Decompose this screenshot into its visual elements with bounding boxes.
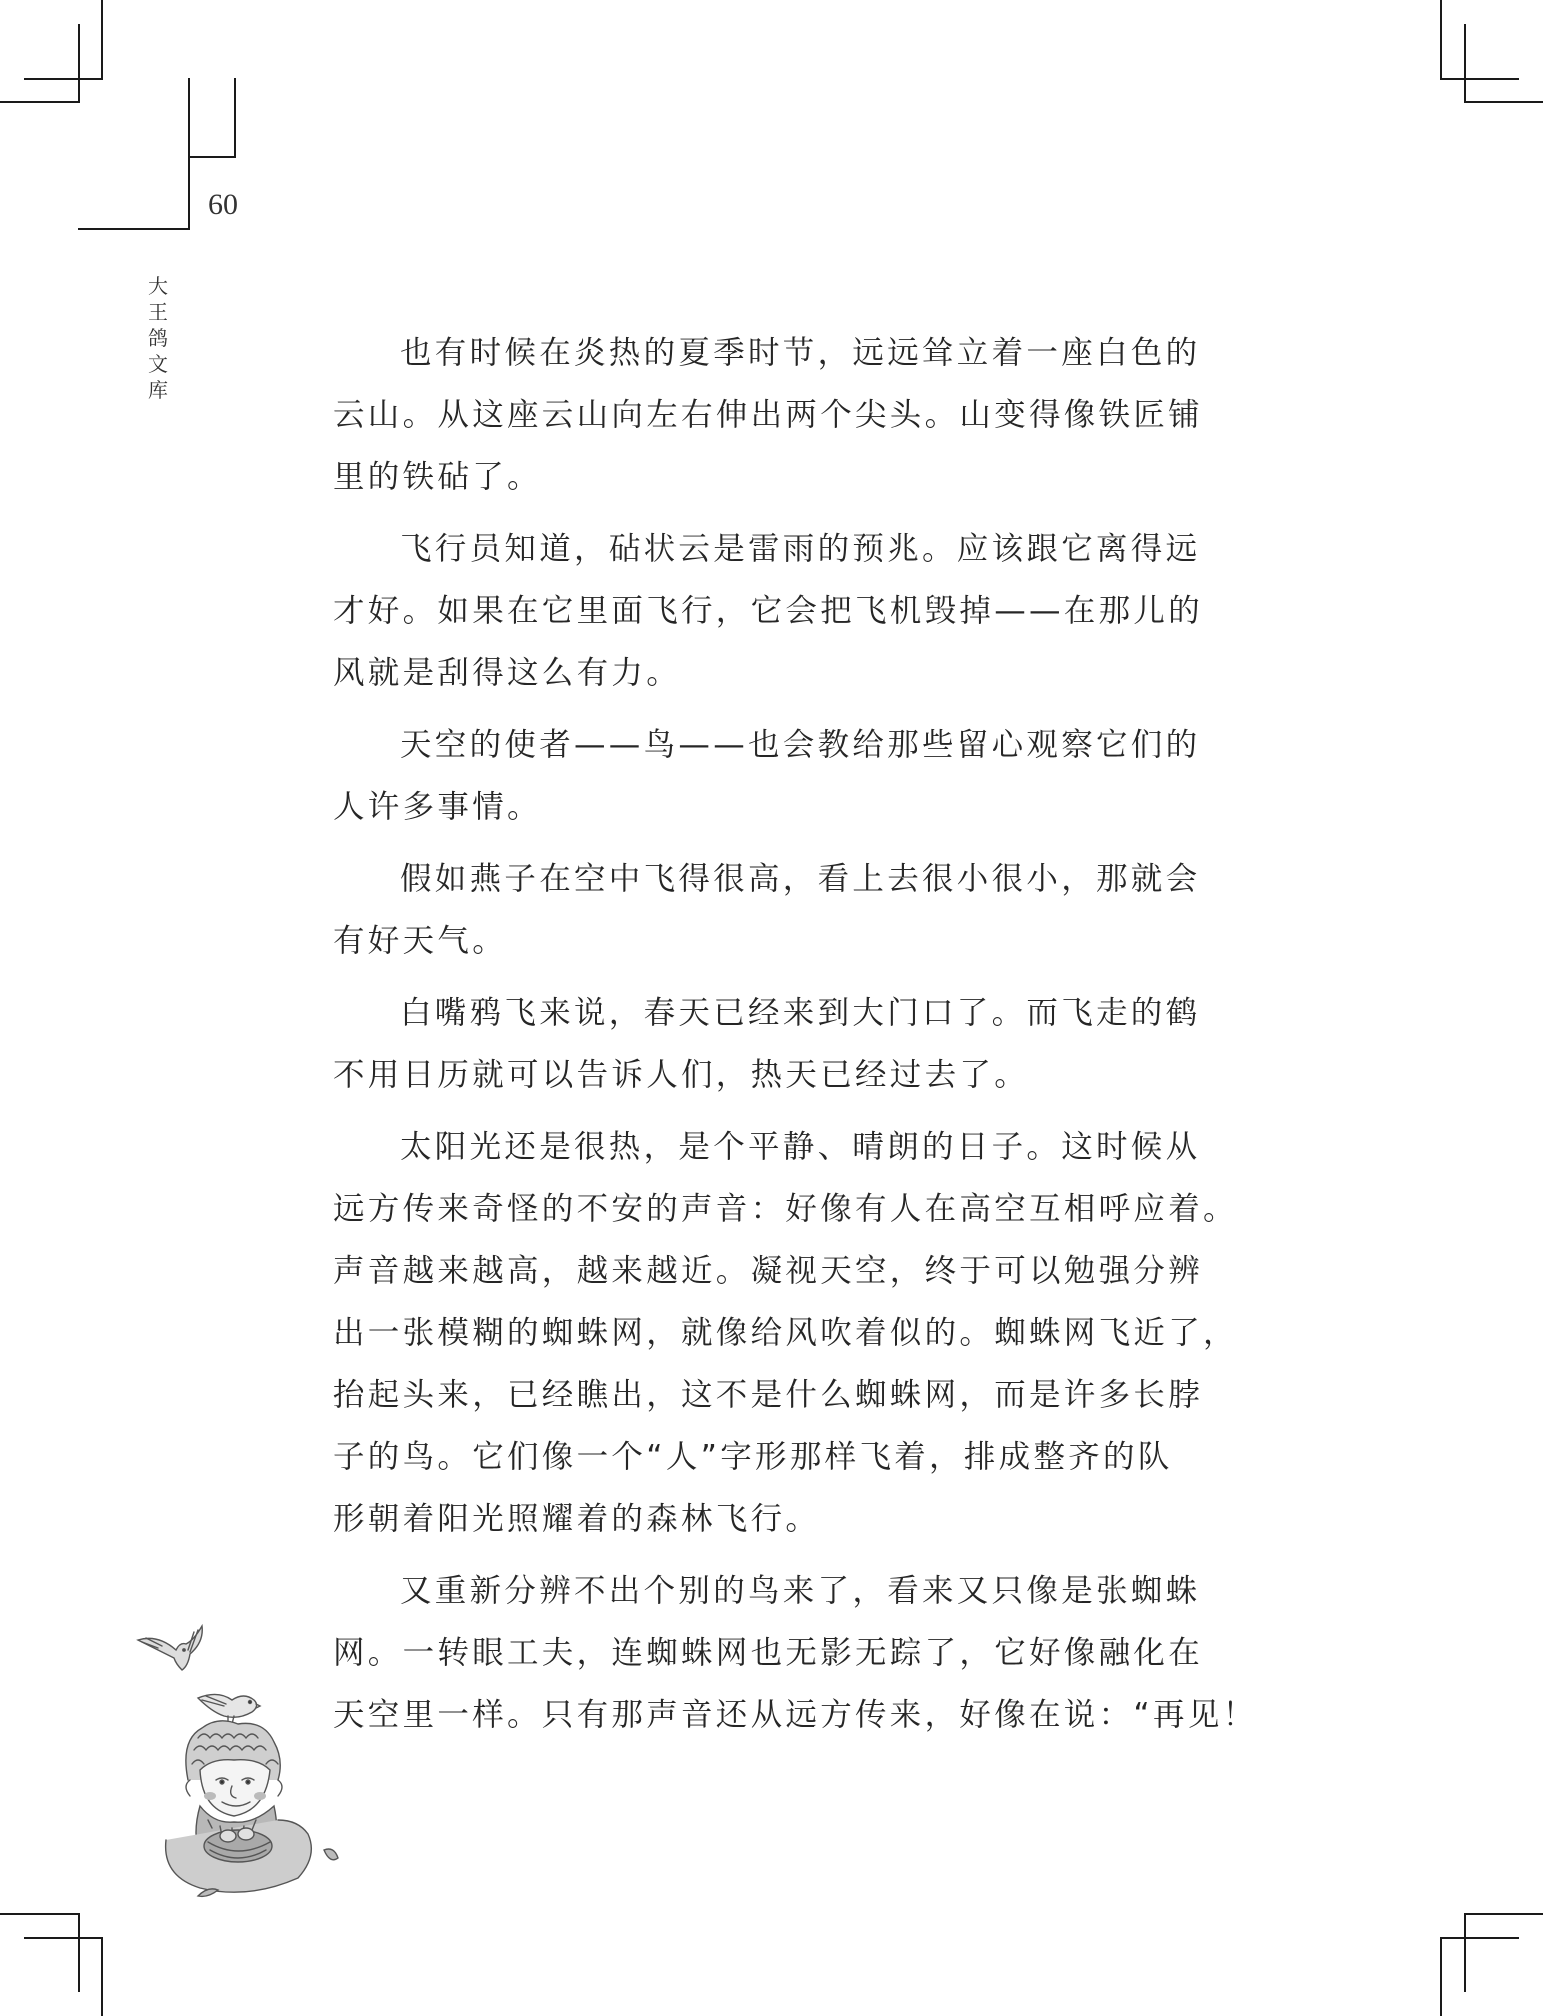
- crop-mark: [1464, 1913, 1466, 1992]
- text-line: 子的鸟。它们像一个“人”字形那样飞着，排成整齐的队: [333, 1439, 1173, 1475]
- series-title-char: 鸽: [148, 326, 168, 350]
- crop-mark: [0, 101, 80, 103]
- text-line: 有好天气。: [333, 923, 508, 959]
- text-line: 形朝着阳光照耀着的森林飞行。: [333, 1501, 821, 1537]
- paragraph: [333, 518, 1204, 704]
- crop-mark: [24, 1937, 103, 1939]
- crop-mark: [78, 1913, 80, 1992]
- text-line: 抬起头来，已经瞧出，这不是什么蜘蛛网，而是许多长脖: [333, 1377, 1204, 1413]
- crop-mark: [1440, 1937, 1442, 2016]
- crop-mark: [1440, 78, 1519, 80]
- series-title-char: 库: [148, 378, 168, 402]
- crop-mark: [1464, 1913, 1543, 1915]
- text-line: 出一张模糊的蜘蛛网，就像给风吹着似的。蜘蛛网飞近了，: [333, 1315, 1238, 1351]
- crop-mark: [78, 228, 190, 230]
- text-line: 天空里一样。只有那声音还从远方传来，好像在说：“再见！: [333, 1697, 1258, 1733]
- text-line: 飞行员知道，砧状云是雷雨的预兆。应该跟它离得远: [400, 531, 1201, 567]
- text-line: 假如燕子在空中飞得很高，看上去很小很小，那就会: [400, 861, 1201, 897]
- series-title-char: 大: [148, 274, 168, 298]
- text-line: 太阳光还是很热，是个平静、晴朗的日子。这时候从: [400, 1129, 1201, 1165]
- text-line: 网。一转眼工夫，连蜘蛛网也无影无踪了，它好像融化在: [333, 1635, 1204, 1671]
- crop-mark: [188, 78, 190, 230]
- illustration-bearded-man-with-birds: [128, 1620, 358, 1900]
- paragraph: [333, 714, 1201, 838]
- crop-mark: [1464, 101, 1543, 103]
- text-line: 又重新分辨不出个别的鸟来了，看来又只像是张蜘蛛: [400, 1573, 1201, 1609]
- crop-mark: [101, 1937, 103, 2016]
- series-title-char: 王: [148, 300, 168, 324]
- crop-mark: [1464, 24, 1466, 103]
- text-line: 不用日历就可以告诉人们，热天已经过去了。: [333, 1057, 1030, 1093]
- crop-mark: [1440, 1937, 1519, 1939]
- series-title-char: 文: [148, 352, 168, 376]
- paragraph: [333, 1116, 1238, 1550]
- flying-bird-icon: [138, 1626, 202, 1670]
- text-line: 风就是刮得这么有力。: [333, 655, 682, 691]
- crop-mark: [78, 24, 80, 103]
- crop-mark: [0, 1913, 79, 1915]
- series-title-vertical: [146, 273, 170, 403]
- text-line: 人许多事情。: [333, 789, 542, 825]
- text-line: 声音越来越高，越来越近。凝视天空，终于可以勉强分辨: [333, 1253, 1204, 1289]
- text-line: 里的铁砧了。: [333, 459, 542, 495]
- text-line: 白嘴鸦飞来说，春天已经来到大门口了。而飞走的鹤: [400, 995, 1201, 1031]
- page-number: 60: [208, 188, 238, 221]
- text-line: 远方传来奇怪的不安的声音：好像有人在高空互相呼应着。: [333, 1191, 1238, 1227]
- crop-mark: [188, 156, 236, 158]
- text-line: 才好。如果在它里面飞行，它会把飞机毁掉——在那儿的: [333, 593, 1204, 629]
- crop-mark: [1440, 0, 1442, 79]
- crop-mark: [24, 78, 103, 80]
- crop-mark: [234, 78, 236, 158]
- paragraph: [333, 322, 1204, 508]
- perched-bird-icon: [198, 1694, 260, 1724]
- paragraph: [333, 982, 1201, 1106]
- body-text: [333, 322, 1258, 1756]
- text-line: 云山。从这座云山向左右伸出两个尖头。山变得像铁匠铺: [333, 397, 1204, 433]
- paragraph: [333, 848, 1201, 972]
- text-line: 天空的使者——鸟——也会教给那些留心观察它们的: [400, 727, 1201, 763]
- crop-mark: [101, 0, 103, 79]
- text-line: 也有时候在炎热的夏季时节，远远耸立着一座白色的: [400, 335, 1201, 371]
- paragraph: [333, 1560, 1258, 1746]
